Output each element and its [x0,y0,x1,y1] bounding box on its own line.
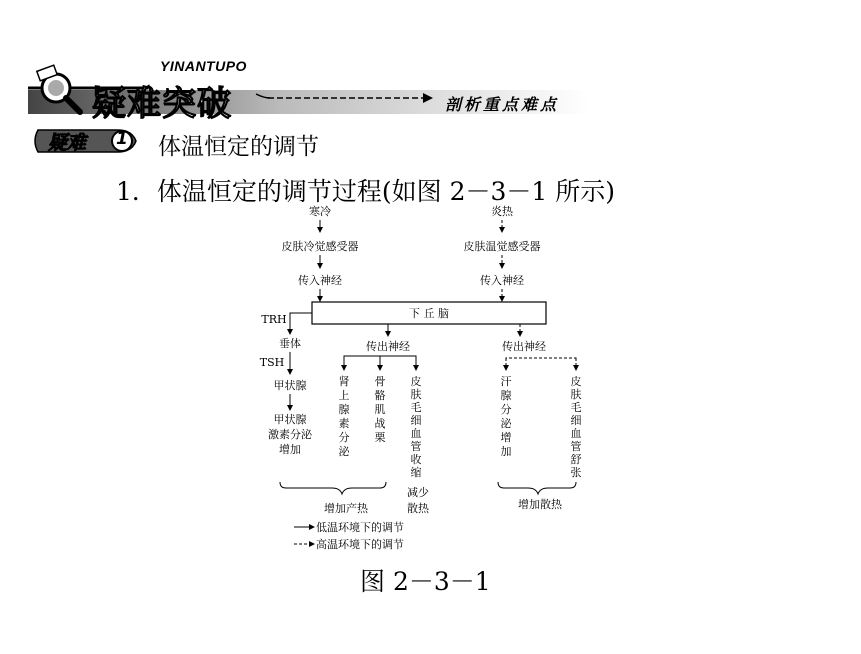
sweat-char: 分 [500,403,512,416]
constrict-char: 缩 [410,466,422,479]
dilate-char: 张 [570,466,582,479]
muscle-column [375,375,386,444]
constrict-char: 收 [410,453,422,466]
warm-receptor-label: 皮肤温觉感受器 [463,240,541,253]
difficulty-number: 1 [116,129,128,149]
dilate-char: 肤 [570,388,582,401]
thyroid-hormone-line3: 增加 [279,443,301,456]
constrict-char: 管 [410,440,422,453]
adrenal-char: 分 [338,431,350,444]
difficulty-label: 疑难 [48,132,87,154]
muscle-char: 骨 [374,375,386,388]
increase-heat-label: 增加产热 [324,502,368,515]
legend-dashed-label: 高温环境下的调节 [316,538,404,551]
cold-receptor-label: 皮肤冷觉感受器 [281,240,359,253]
vasodilation-column [571,374,582,479]
adrenal-char: 素 [338,417,350,430]
dilate-char: 血 [570,427,582,440]
thyroid-hormone-line1: 甲状腺 [273,413,307,426]
muscle-char: 栗 [374,431,386,444]
pituitary-label: 垂体 [279,337,301,350]
thyroid-label: 甲状腺 [273,379,307,392]
thyroid-hormone-line2: 激素分泌 [268,428,312,441]
adrenal-char: 泌 [338,445,350,458]
adrenal-column [339,374,351,458]
hot-label: 炎热 [491,205,513,218]
sweat-char: 泌 [500,417,512,430]
adrenal-char: 腺 [338,403,350,416]
constrict-char: 皮 [410,375,422,388]
reduce-loss-line2: 散热 [407,502,429,515]
figure-caption: 图 2－3－1 [360,567,491,596]
section-title: 体温恒定的调节 [158,134,319,160]
point-text: 1．体温恒定的调节过程(如图 2－3－1 所示) [116,177,616,206]
sweat-char: 加 [500,445,512,458]
header-title: 疑难突破 [92,84,232,124]
efferent-left-label: 传出神经 [366,340,410,353]
dilate-char: 舒 [570,453,582,466]
magnifier-icon [34,64,88,118]
thermoregulation-diagram [250,198,590,560]
sweat-column [501,375,513,458]
hypothalamus-label: 下 丘 脑 [409,307,449,320]
sweat-char: 汗 [500,375,512,388]
dilate-char: 毛 [570,401,582,414]
adrenal-char: 上 [338,389,350,402]
dilate-char: 细 [570,414,582,427]
dilate-char: 管 [570,440,582,453]
muscle-char: 骼 [374,389,386,402]
constrict-char: 细 [410,414,422,427]
constrict-char: 毛 [410,401,422,414]
afferent-right-label: 传入神经 [480,274,524,287]
tsh-label: TSH [259,356,285,369]
efferent-right-label: 传出神经 [502,340,546,353]
increase-loss-label: 增加散热 [518,498,562,511]
constrict-char: 血 [410,427,422,440]
header-subtitle: 剖析重点难点 [445,95,560,114]
trh-label: TRH [261,313,287,326]
header-pinyin: YINANTUPO [160,58,247,74]
muscle-char: 战 [374,417,386,430]
vasoconstriction-column [411,374,422,479]
muscle-char: 肌 [374,403,386,416]
sweat-char: 增 [500,431,512,444]
sweat-char: 腺 [500,389,512,402]
dilate-char: 皮 [570,375,582,388]
cold-label: 寒冷 [309,205,331,218]
reduce-loss-line1: 减少 [407,486,429,499]
afferent-left-label: 传入神经 [298,274,342,287]
legend-solid-label: 低温环境下的调节 [316,521,404,534]
adrenal-char: 肾 [338,375,350,388]
constrict-char: 肤 [410,388,422,401]
